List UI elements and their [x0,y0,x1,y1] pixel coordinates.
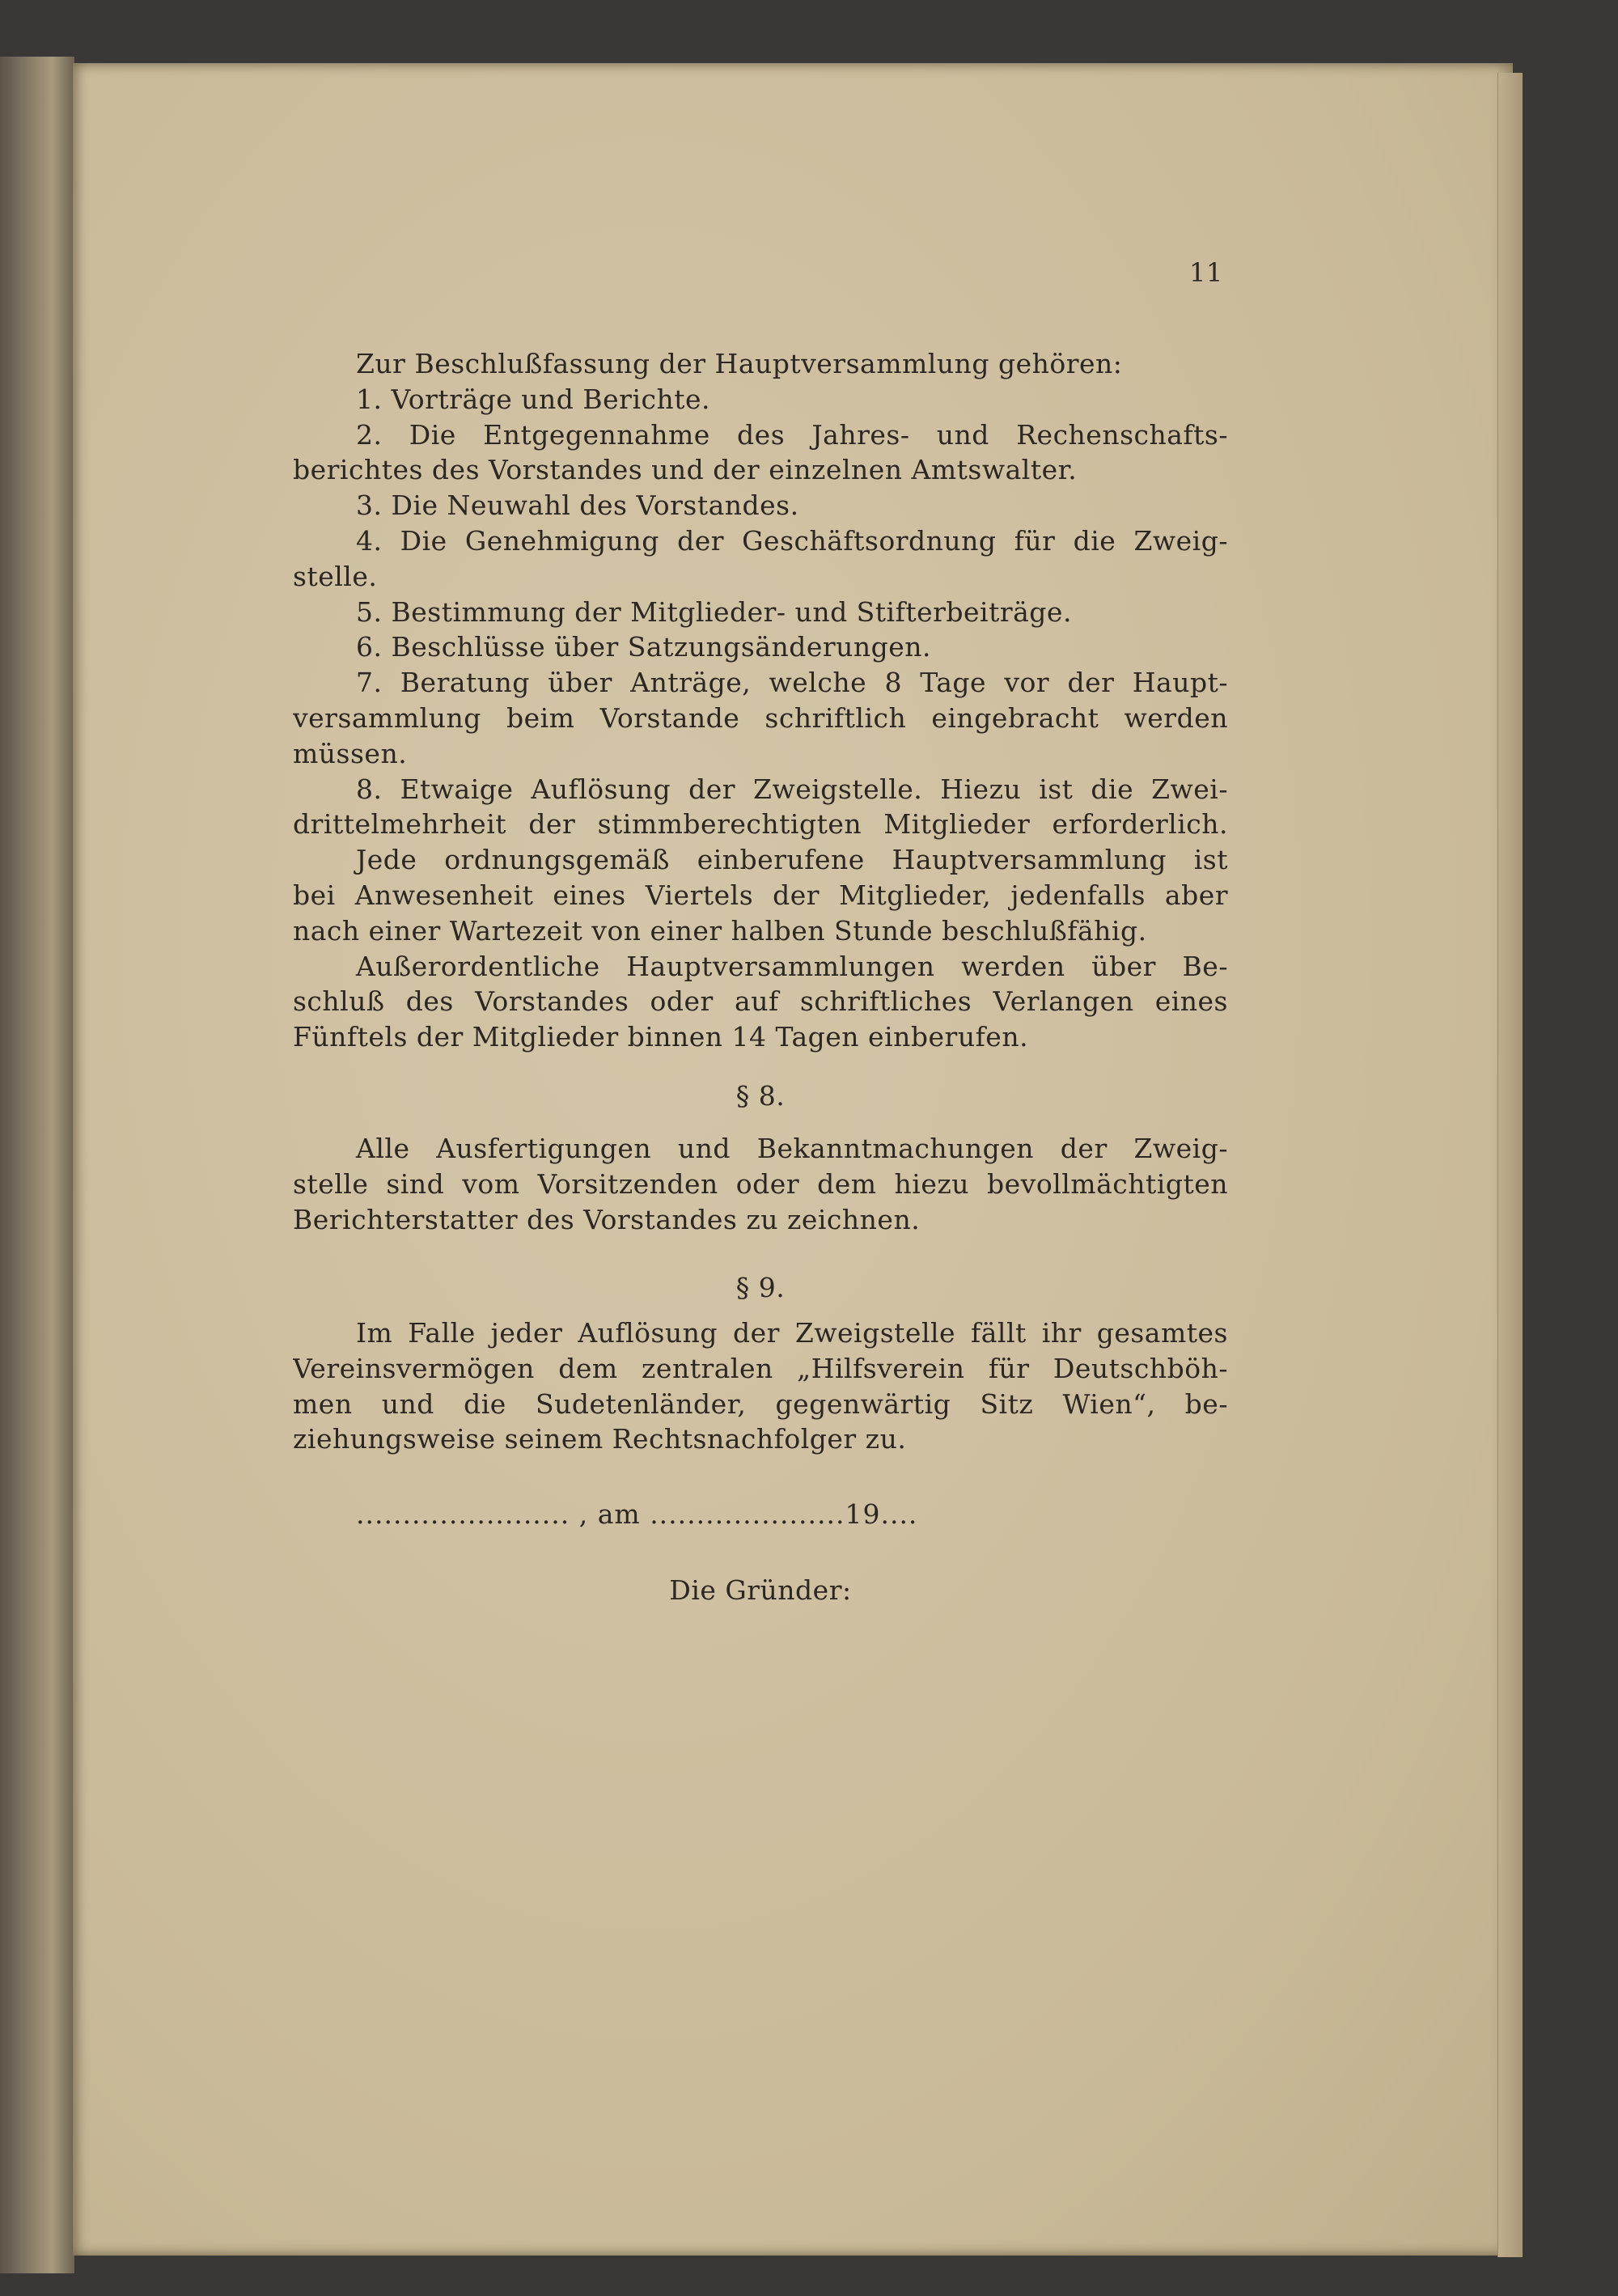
text-line: Berichterstatter des Vorstandes zu zeichnen. [293,1203,921,1235]
text-line: Im Falle jeder Auflösung der Zweigstelle fällt ihr gesamtes [356,1317,1228,1349]
founders-label: Die Gründer: [669,1574,852,1606]
text-line: nach einer Wartezeit von einer halben Stunde beschlußfähig. [293,914,1147,947]
text-line: berichtes des Vorstandes und der einzelnen Amtswalter. [293,454,1078,486]
place-date-line: ....................... , am .....................19.... [356,1498,918,1530]
text-line: drittelmehrheit der stimmberechtigten Mitglieder erforderlich. [293,808,1228,841]
section-9-text [293,1315,1228,1457]
text-line: Vereinsvermögen dem zentralen „Hilfsverein für Deutschböh- [293,1352,1228,1384]
text-line: Außerordentliche Hauptversammlungen werden über Be- [356,950,1228,982]
page-stack-edge [1497,73,1523,2257]
text-line: Alle Ausfertigungen und Bekanntmachungen der Zweig- [356,1133,1228,1164]
text-line: müssen. [293,737,408,769]
intro-paragraphs [293,346,1228,1055]
section-8-heading: § 8. [735,1080,786,1112]
text-line: 7. Beratung über Anträge, welche 8 Tage vor der Haupt- [356,667,1228,699]
section-8-text [293,1131,1228,1237]
text-line: men und die Sudetenländer, gegenwärtig Sitz Wien“, be- [293,1387,1228,1420]
text-line: stelle sind vom Vorsitzenden oder dem hiezu bevollmächtigten [293,1167,1228,1200]
text-line: Jede ordnungsgemäß einberufene Hauptversammlung ist [356,844,1228,876]
text-line: 2. Die Entgegennahme des Jahres- und Rechenschafts- [356,418,1228,451]
text-line: 4. Die Genehmigung der Geschäftsordnung für die Zweig- [356,524,1228,557]
text-line: ziehungsweise seinem Rechtsnachfolger zu. [293,1423,907,1455]
text-line: 3. Die Neuwahl des Vorstandes. [356,489,799,522]
section-9-heading: § 9. [735,1272,786,1303]
text-line: Fünftels der Mitglieder binnen 14 Tagen einberufen. [293,1021,1029,1053]
text-line: schluß des Vorstandes oder auf schriftliches Verlangen eines [293,985,1228,1018]
text-line: bei Anwesenheit eines Viertels der Mitglieder, jedenfalls aber [293,879,1228,911]
text-line: stelle. [293,560,378,592]
text-line: Zur Beschlußfassung der Hauptversammlung gehören: [356,348,1123,379]
text-line: versammlung beim Vorstande schriftlich eingebracht werden [293,701,1228,734]
text-line: 8. Etwaige Auflösung der Zweigstelle. Hiezu ist die Zwei- [356,773,1228,805]
text-line: 1. Vorträge und Berichte. [356,383,711,415]
text-line: 5. Bestimmung der Mitglieder- und Stifterbeiträge. [356,595,1072,628]
text-line: 6. Beschlüsse über Satzungsänderungen. [356,631,932,663]
page-number: 11 [1189,257,1223,288]
previous-page-edge [0,57,74,2273]
